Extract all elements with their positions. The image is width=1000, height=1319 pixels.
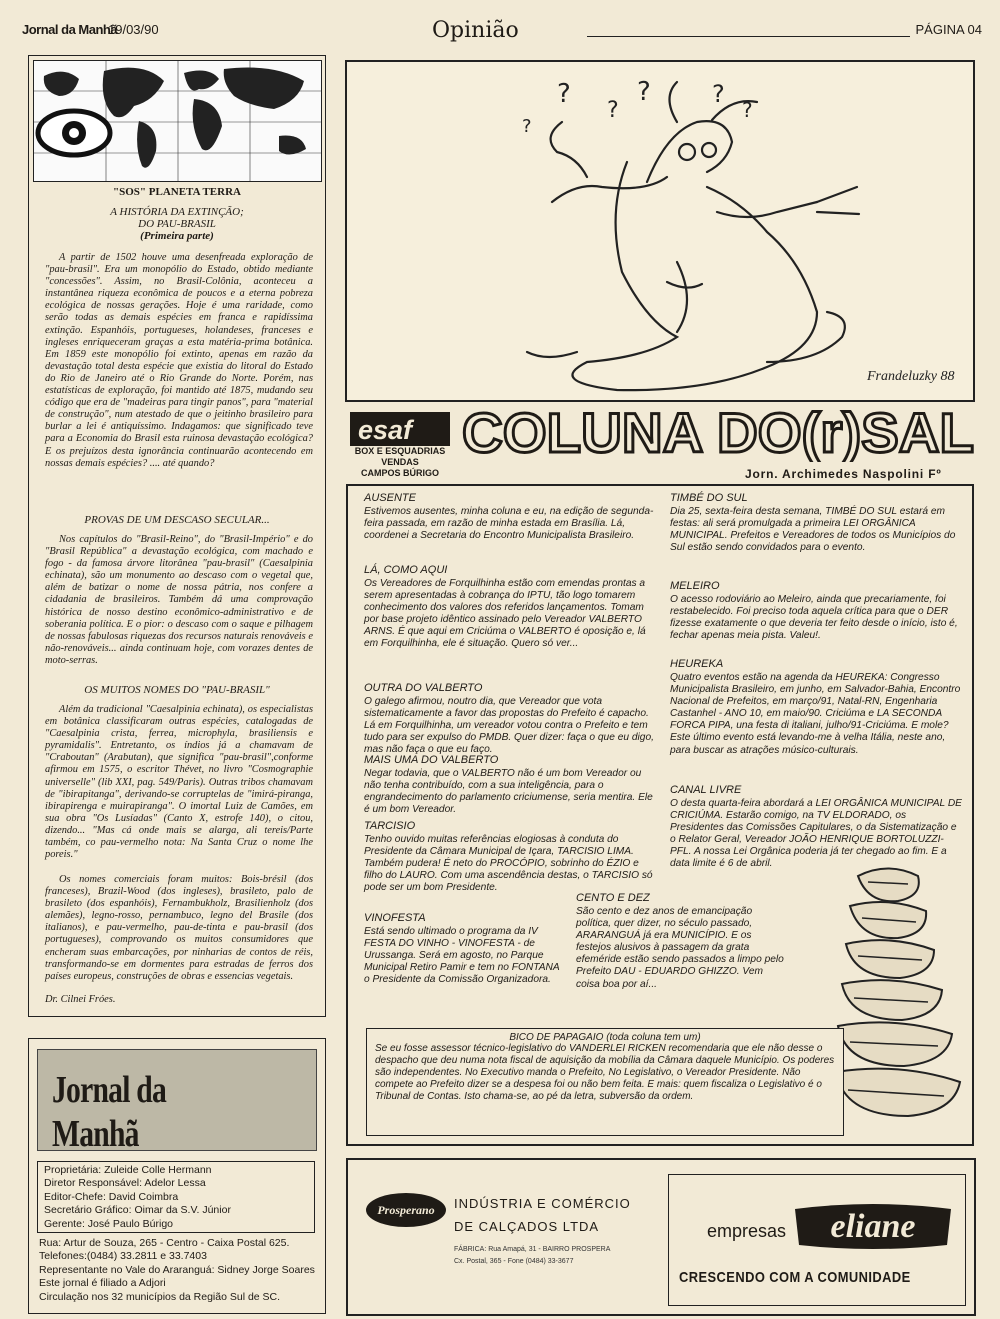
article-subtitle-3: (Primeira parte) — [140, 230, 214, 242]
page-header — [22, 18, 982, 44]
item-text: São cento e dez anos de emancipação política, quer dizer, no século passado, ARARANGUÁ já era MUNICÍPIO. E os festejos alusivos à passagem da grata efeméride estão sendo passados a limpo pelo Prefeito DAU - EDUARDO GHIZZO. Vem coisa boa por aí... — [576, 906, 784, 990]
article-paragraph: Além da tradicional "Caesalpinia echinata), os especialistas em botânica classificaram outras espécies, catalogadas de "Caesalpinia crista, ferrea, microphyla, brasiliensis e pyramidalis". Entretanto, os índios já a chamavam de "Craboutan" (Arabutan), que significa "pau-brasil",conforme afirmou em 1575, o escritor Thévet, no livro "Cosmographie universelle" (lib XXI, pag. 549/Paris). Outras tribos chamavam de "ibirapitanga", derivando-se corruptelas de "imirá-piranga, ibirapirenga e muirapiranga". O imortal Luiz de Camões, em sua obra "Os Lusíadas" (Canto X, estrofe 140), o citou, dizendo... "Mas cá onde mais se alarga, ali tereis/Parte também, co pau-vermelho nota: Na Santa Cruz o nome lhe poreis." — [45, 704, 313, 861]
article-heading: PROVAS DE UM DESCASO SECULAR... — [84, 514, 270, 526]
esaf-logo-text: esaf — [358, 415, 413, 445]
eliane-prefix: empresas — [707, 1221, 787, 1241]
prosperano-company — [454, 1192, 631, 1238]
info-line: Representante no Vale do Araranguá: Sidney Jorge Soares — [39, 1263, 315, 1276]
staff-line: Secretário Gráfico: Oimar da S.V. Júnior — [44, 1204, 231, 1217]
item-text: Está sendo ultimado o programa da IV FESTA DO VINHO - VINOFESTA - de Urussanga. Será em agosto, no Parque Municipal Retiro Pamir e tem no FONTANA o Presidente da Comissão Organizadora. — [364, 926, 560, 986]
masthead-box — [28, 1038, 326, 1314]
staff-line: Editor-Chefe: David Coimbra — [44, 1190, 179, 1203]
article-paragraph: A partir de 1502 houve uma desenfreada exploração de "pau-brasil". Era um monopólio do Estado, obtido mediante "concessões". Assim, no Brasil-Colônia, aconteceu a instantânea riqueza econômica de poucos e a eterna pobreza ecológica de nossas gerações. Hoje é uma raridade, como serão todas as demais espécies em franca e rapidíssima extinção. Espanhóis, portugueses, holandeses, franceses e ingleses enriqueceram graças a esta matéria-prima botânica. Em 1859 este monopólio foi extinto, apenas em razão da devastação total desta espécie que existia do litoral do Estado do Rio de Janeiro até o Rio Grande do Norte. Porém, nas estatísticas de exploração, foi mantido até 1875, mudando seu código que era de "madeiras para tingir panos", para "material de construção", num atestado de que o jeitinho brasileiro para burlar a lei é antiquíssimo. Indagamos: que significado teve para a Economia do Brasil esta ruinosa devastação ecológica? E os prejuízos desta ignorância continuarão acontecendo em nossas demais espécies? .... até quando? — [45, 252, 313, 469]
cartoon-dragon-illustration — [347, 62, 973, 400]
eliane-ad — [668, 1174, 966, 1306]
article-subtitle-2: DO PAU-BRASIL — [138, 218, 216, 230]
eliane-slogan: CRESCENDO COM A COMUNIDADE — [679, 1269, 911, 1286]
item-title: TARCISIO — [364, 820, 416, 832]
eliane-logo — [789, 1201, 957, 1251]
article-signature: Dr. Cilnei Fróes. — [45, 994, 116, 1005]
svg-text:?: ? — [742, 98, 753, 122]
item-title: TIMBÉ DO SUL — [670, 492, 748, 504]
issue-date: 19/03/90 — [108, 22, 159, 37]
item-text: Estivemos ausentes, minha coluna e eu, na edição de segunda-feira passada, em razão de minha estada em Brasília. Lá, coordenei a Secretaria do Encontro Municipalista Brasileiro. — [364, 506, 654, 542]
column-title — [462, 402, 982, 462]
info-line: Rua: Artur de Souza, 265 - Centro - Caixa Postal 625. — [39, 1237, 290, 1249]
item-text: Tenho ouvido muitas referências elogiosas à conduta do Presidente da Câmara Municipal de Içara, TARCISIO LIMA. Também pudera! É neto do PROCÓPIO, sobrinho do ÉZIO e filho do LAURO. Com uma ascendência destas, o TARCISIO só pode ser um bom Presidente. — [364, 834, 653, 894]
world-map-eye-logo — [33, 60, 322, 182]
esaf-logo — [350, 412, 450, 446]
item-text: O acesso rodoviário ao Meleiro, ainda que precariamente, foi restabelecido. Foi preciso toda aquela crítica para que o DER fizesse exatamente o que deveria ter feito desde o início, isto é, fechar apenas meia pista. Valeu!. — [670, 594, 958, 642]
sponsor-line: BOX E ESQUADRIAS — [354, 446, 446, 456]
prosperano-line: INDÚSTRIA E COMÉRCIO — [454, 1196, 631, 1211]
jornal-logo-text: Jornal da Manhã — [52, 1069, 167, 1155]
svg-text:?: ? — [522, 116, 532, 137]
article-paragraph: Nos capítulos do "Brasil-Reino", do "Brasil-Império" e do "Brasil República" a devastação ecológica, com machado e fogo - da famosa árvore litorânea "pau-brasil" (Caesalpinia echinata), são um monumento ao descaso com o vegetal que, além de batizar o nome de nossa pátria, nos confere a cidadania de brasileiros. Também dá uma comprovação histórica de nosso destino econômico-administrativo e de soberania política. E o pior: o descaso com o saque e pilhagem de nossas fabulosas riquezas dos recursos naturais renováveis e não-renováveis... ainda continuam hoje, com vorazes dentes de moto-serras. — [45, 534, 313, 666]
column-title-text: COLUNA DO(r)SAL — [462, 402, 974, 462]
column-byline: Jorn. Archimedes Naspolini Fº — [745, 467, 942, 481]
item-text: Quatro eventos estão na agenda da HEUREKA: Congresso Municipalista Brasileiro, em junho, em Salvador-Bahia, Encontro Nacional de Prefeitos, em março/91, Natal-RN, Engenharia Castanhel - ANO 10, em maio/90. Criciúma e LA SECONDA FORCA PIPA, una festa di italiani, julho/91-Criciúma. E mole? Este último evento está levando-me à velha Itália, neste ano, para buscar as atrações músico-culturais. — [670, 672, 961, 756]
svg-text:?: ? — [607, 98, 619, 123]
prosperano-logo-text: Prosperano — [377, 1203, 435, 1217]
sponsor-line: CAMPOS BÚRIGO — [360, 468, 439, 478]
item-title: LÁ, COMO AQUI — [364, 564, 448, 576]
item-title: MAIS UMA DO VALBERTO — [364, 754, 499, 766]
svg-text:?: ? — [557, 79, 571, 109]
prosperano-address-line: Cx. Postal, 365 - Fone (0484) 33-3677 — [454, 1258, 574, 1265]
staff-line: Proprietária: Zuleide Colle Hermann — [44, 1164, 212, 1176]
cartoonist-signature: Frandeluzky 88 — [867, 369, 955, 384]
item-text: Dia 25, sexta-feira desta semana, TIMBÉ DO SUL estará em festas: ali será promulgada a primeira LEI ORGÂNICA MUNICIPAL. Prefeitos e Vereadores de todos os Municípios do Sul estão sendo convidados para o evento. — [670, 506, 956, 554]
editorial-cartoon — [345, 60, 975, 402]
article-subtitle-1: A HISTÓRIA DA EXTINÇÃO; — [110, 206, 244, 218]
prosperano-logo — [364, 1190, 448, 1230]
item-text: O galego afirmou, noutro dia, que Vereador que vota sistematicamente a favor das propostas do Prefeito é capacho. Lá em Forquilhinha, um vereador votou contra o Prefeito e tem tudo para ser expulso do PMDB. Quer dizer: faça o que eu digo, mas não faça o que eu faço. — [364, 696, 654, 756]
prosperano-line: DE CALÇADOS LTDA — [454, 1219, 600, 1234]
masthead: Jornal da Manhã — [22, 22, 118, 37]
item-title: CANAL LIVRE — [670, 784, 742, 796]
item-title: CENTO E DEZ — [576, 892, 650, 904]
contact-info — [39, 1237, 317, 1304]
info-line: Este jornal é filiado a Adjori — [39, 1277, 166, 1290]
svg-text:?: ? — [712, 80, 725, 108]
left-article — [28, 55, 326, 1017]
staff-line: Diretor Responsável: Adelor Lessa — [44, 1177, 206, 1190]
staff-line: Gerente: José Paulo Búrigo — [44, 1217, 173, 1230]
item-title: MELEIRO — [670, 580, 720, 592]
sponsor-line: VENDAS — [381, 457, 419, 467]
bico-text: Se eu fosse assessor técnico-legislativo do VANDERLEI RICKEN recomendaria que ele não desse o despacho que deu numa nota fiscal de aquisição da mobília da Câmara daquele Município. Os poderes são independentes. No Executivo manda o Prefeito, No Legislativo, o Vereador Presidente. Não compete ao Prefeito dizer se a despesa foi ou não bem feita. E mais: quem fiscaliza o Legislativo é o Tribunal de Contas. Isto chama-se, ao pé da letra, subversão da ordem. — [375, 1043, 835, 1102]
article-heading: OS MUITOS NOMES DO "PAU-BRASIL" — [84, 684, 270, 696]
item-text: O desta quarta-feira abordará a LEI ORGÂNICA MUNICIPAL DE CRICIÚMA. Estarão comigo, na TV ELDORADO, os Presidentes das Comissões Capitulares, o da Sistematização e o Relator Geral, Vereador JOÃO HENRIQUE BORTOLUZZI-PFL. A nossa Lei Orgânica poderia já ter chegado ao fim. E a data limite é 6 de abril. — [670, 798, 962, 870]
eliane-logo-text: eliane — [830, 1208, 916, 1245]
item-title: HEUREKA — [670, 658, 724, 670]
bico-de-papagaio-box — [366, 1028, 844, 1136]
item-text: Os Vereadores de Forquilhinha estão com emendas prontas a serem apresentadas à cobrança do IPTU, tão logo tomarem conhecimento dos valores dos referidos lançamentos. Tomam por base projeto idêntico assinado pelo Vereador VALBERTO ARNS. É que aqui em Criciúma o VALBERTO é oposição e, lá em Forquilhinha, ele é situação. Quero só ver... — [364, 578, 646, 650]
advertisements — [346, 1158, 976, 1316]
jornal-logo — [37, 1049, 317, 1155]
item-title: VINOFESTA — [364, 912, 426, 924]
prosperano-address-line: FÁBRICA: Rua Amapá, 31 - BAIRRO PROSPERA — [454, 1246, 611, 1253]
item-title: OUTRA DO VALBERTO — [364, 682, 483, 694]
item-text: Negar todavia, que o VALBERTO não é um bom Vereador ou não tenha contribuído, com a sua inteligência, para o engrandecimento do parlamento criciumense, seria mentira. Ele é um bom Vereador. — [364, 768, 653, 816]
page-number: PÁGINA 04 — [915, 22, 982, 37]
header-rule — [587, 36, 910, 37]
article-paragraph: Os nomes comerciais foram muitos: Bois-brésil (dos franceses), Brazil-Wood (dos ingleses), brasileto, palo de brasileto (dos espanhóis), Fernambukholz, Brasilienholz (dos alemães), legno-rosso, pernambuco, legno del Brasile (dos italianos), e pau-vermelho, pau-de-tinta e pau-brasil (dos portugueses), comprovando os muitos consumidores que encheram suas embarcações, por ninharias de contos de réis, transformando-se em dormentes para estradas de ferros dos países europeus, construções de obras e essencias vegetais. — [45, 874, 313, 982]
info-line: Circulação nos 32 municípios da Região Sul de SC. — [39, 1290, 281, 1303]
item-title: AUSENTE — [364, 492, 416, 504]
article-title: "SOS" PLANETA TERRA — [113, 186, 241, 198]
section-title: Opinião — [432, 18, 519, 43]
info-line: Telefones:(0484) 33.2811 e 33.7403 — [39, 1250, 207, 1263]
bico-title: BICO DE PAPAGAIO (toda coluna tem um) — [509, 1032, 701, 1043]
staff-list — [37, 1161, 315, 1233]
sponsor-lines — [345, 446, 455, 479]
svg-text:?: ? — [637, 77, 651, 107]
prosperano-address — [454, 1244, 610, 1268]
